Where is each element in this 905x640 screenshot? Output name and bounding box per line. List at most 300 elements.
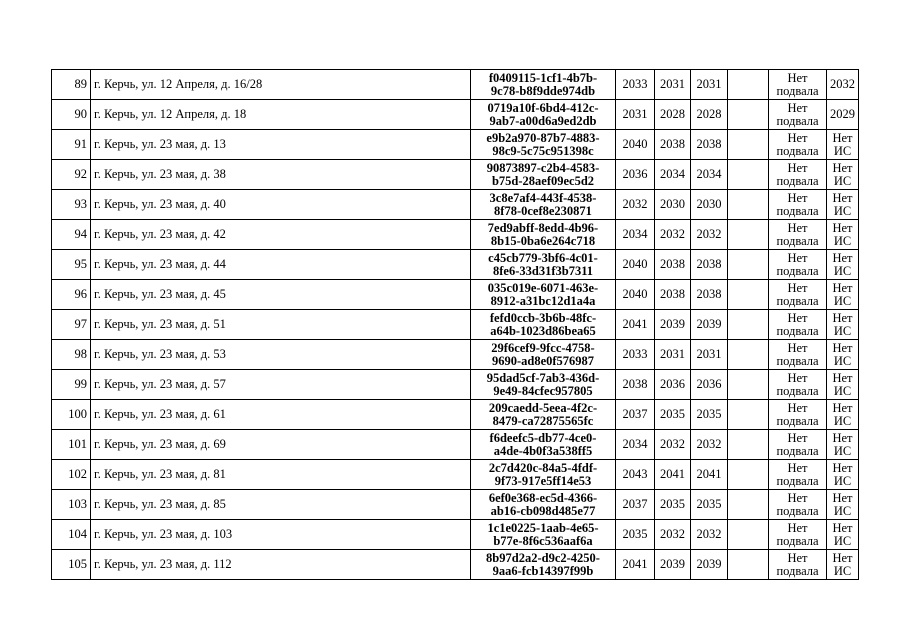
basement-note-cell-text: подвала: [776, 113, 819, 128]
last-column-cell: [827, 280, 859, 310]
object-id-cell-text: 8912-a31bc12d1a4a: [490, 293, 596, 308]
address-cell: [91, 70, 471, 100]
empty-cell: [728, 220, 769, 250]
year-2-cell: [655, 370, 691, 400]
object-id-cell: [471, 280, 616, 310]
year-2-cell-text: 2035: [660, 407, 685, 421]
object-id-cell-text: f0409115-1cf1-4b7b-: [488, 70, 598, 85]
last-column-cell-text: ИС: [833, 413, 852, 428]
row-number-cell-text: 93: [74, 197, 87, 211]
year-3-cell: [691, 310, 728, 340]
last-column-cell-text: Нет: [832, 280, 853, 295]
last-column-cell-text: ИС: [833, 443, 852, 458]
object-id-cell-text: 9e49-84cfec957805: [493, 383, 593, 398]
year-1-cell-text: 2038: [622, 377, 648, 391]
last-column-cell-text: Нет: [832, 400, 853, 415]
table-row: [52, 400, 859, 430]
object-id-cell: [471, 340, 616, 370]
basement-note-cell: [769, 370, 827, 400]
basement-note-cell-text: Нет: [787, 70, 808, 85]
address-cell: [91, 130, 471, 160]
row-number-cell: [52, 220, 91, 250]
row-number-cell-text: 92: [74, 167, 87, 181]
basement-note-cell-text: подвала: [776, 203, 819, 218]
row-number-cell-text: 104: [68, 527, 87, 541]
address-cell-text: г. Керчь, ул. 23 мая, д. 112: [94, 557, 232, 571]
year-1-cell: [616, 550, 655, 580]
year-3-cell: [691, 280, 728, 310]
empty-cell: [728, 160, 769, 190]
basement-note-cell-text: подвала: [776, 143, 819, 158]
address-cell: [91, 100, 471, 130]
year-1-cell: [616, 130, 655, 160]
year-3-cell-text: 2038: [696, 137, 722, 151]
address-cell: [91, 520, 471, 550]
address-cell: [91, 160, 471, 190]
basement-note-cell-text: подвала: [776, 353, 819, 368]
basement-note-cell: [769, 160, 827, 190]
year-2-cell: [655, 460, 691, 490]
year-1-cell-text: 2037: [622, 407, 648, 421]
row-number-cell: [52, 430, 91, 460]
year-1-cell-text: 2033: [622, 77, 648, 91]
address-cell: [91, 370, 471, 400]
row-number-cell: [52, 160, 91, 190]
year-2-cell: [655, 310, 691, 340]
object-id-cell: [471, 70, 616, 100]
year-3-cell-text: 2041: [696, 467, 722, 481]
basement-note-cell-text: Нет: [787, 250, 808, 265]
last-column-cell: [827, 460, 859, 490]
year-1-cell: [616, 460, 655, 490]
year-3-cell-text: 2030: [696, 197, 722, 211]
object-id-cell: [471, 430, 616, 460]
object-id-cell-text: a4de-4b0f3a538ff5: [493, 443, 593, 458]
last-column-cell-text: ИС: [833, 293, 852, 308]
empty-cell: [728, 490, 769, 520]
year-1-cell: [616, 190, 655, 220]
year-2-cell: [655, 100, 691, 130]
basement-note-cell: [769, 520, 827, 550]
year-2-cell: [655, 190, 691, 220]
basement-note-cell-text: Нет: [787, 400, 808, 415]
basement-note-cell: [769, 190, 827, 220]
object-id-cell: [471, 400, 616, 430]
object-id-cell-text: 035c019e-6071-463e-: [487, 280, 599, 295]
basement-note-cell-text: Нет: [787, 340, 808, 355]
last-column-cell-text: Нет: [832, 130, 853, 145]
table-row: [52, 130, 859, 160]
empty-cell: [728, 520, 769, 550]
address-cell: [91, 430, 471, 460]
row-number-cell-text: 101: [68, 437, 87, 451]
last-column-cell-text: ИС: [833, 143, 852, 158]
year-3-cell: [691, 160, 728, 190]
year-3-cell-text: 2031: [696, 347, 722, 361]
basement-note-cell: [769, 550, 827, 580]
year-1-cell-text: 2041: [622, 317, 648, 331]
year-1-cell-text: 2040: [622, 257, 648, 271]
year-3-cell-text: 2038: [696, 287, 722, 301]
basement-note-cell-text: Нет: [787, 190, 808, 205]
year-2-cell: [655, 280, 691, 310]
year-2-cell-text: 2032: [660, 227, 685, 241]
basement-note-cell-text: подвала: [776, 413, 819, 428]
last-column-cell: [827, 160, 859, 190]
object-id-cell: [471, 550, 616, 580]
basement-note-cell-text: подвала: [776, 83, 819, 98]
object-id-cell-text: 8fe6-33d31f3b7311: [493, 263, 593, 278]
year-1-cell-text: 2031: [622, 107, 648, 121]
object-id-cell-text: c45cb779-3bf6-4c01-: [488, 250, 598, 265]
object-id-cell-text: 8479-ca72875565fc: [492, 413, 594, 428]
address-cell-text: г. Керчь, ул. 23 мая, д. 57: [94, 377, 226, 391]
object-id-cell-text: 9f73-917e5ff14e53: [494, 473, 592, 488]
year-2-cell: [655, 490, 691, 520]
year-2-cell-text: 2032: [660, 437, 685, 451]
row-number-cell-text: 103: [68, 497, 87, 511]
year-2-cell: [655, 220, 691, 250]
object-id-cell-text: 9ab7-a00d6a9ed2db: [489, 113, 597, 128]
year-1-cell: [616, 400, 655, 430]
year-2-cell: [655, 430, 691, 460]
row-number-cell-text: 96: [74, 287, 87, 301]
row-number-cell: [52, 100, 91, 130]
empty-cell: [728, 400, 769, 430]
year-3-cell-text: 2039: [696, 557, 722, 571]
last-column-cell: [827, 370, 859, 400]
basement-note-cell: [769, 70, 827, 100]
row-number-cell-text: 105: [68, 557, 87, 571]
year-3-cell-text: 2036: [696, 377, 722, 391]
basement-note-cell-text: Нет: [787, 310, 808, 325]
row-number-cell: [52, 70, 91, 100]
table-row: [52, 160, 859, 190]
table-row: [52, 460, 859, 490]
last-column-cell-text: Нет: [832, 160, 853, 175]
year-1-cell-text: 2034: [622, 227, 648, 241]
year-2-cell-text: 2038: [660, 137, 685, 151]
table-row: [52, 340, 859, 370]
row-number-cell-text: 99: [74, 377, 87, 391]
year-1-cell-text: 2034: [622, 437, 648, 451]
address-cell-text: г. Керчь, ул. 23 мая, д. 53: [94, 347, 226, 361]
year-2-cell-text: 2039: [660, 557, 685, 571]
object-id-cell-text: 90873897-c2b4-4583-: [486, 160, 600, 175]
last-column-cell-text: ИС: [833, 353, 852, 368]
object-id-cell-text: 1c1e0225-1aab-4e65-: [487, 520, 599, 535]
year-3-cell: [691, 490, 728, 520]
year-2-cell-text: 2031: [660, 347, 685, 361]
year-1-cell: [616, 310, 655, 340]
year-1-cell-text: 2043: [622, 467, 648, 481]
year-2-cell-text: 2038: [660, 257, 685, 271]
basement-note-cell-text: Нет: [787, 100, 808, 115]
empty-cell: [728, 100, 769, 130]
last-column-cell: [827, 190, 859, 220]
object-id-cell: [471, 520, 616, 550]
address-cell-text: г. Керчь, ул. 23 мая, д. 42: [94, 227, 226, 241]
year-3-cell-text: 2032: [696, 527, 722, 541]
year-1-cell: [616, 70, 655, 100]
empty-cell: [728, 430, 769, 460]
row-number-cell: [52, 130, 91, 160]
year-2-cell-text: 2030: [660, 197, 685, 211]
object-id-cell-text: b75d-28aef09ec5d2: [491, 173, 595, 188]
basement-note-cell-text: Нет: [787, 220, 808, 235]
year-3-cell: [691, 340, 728, 370]
address-cell-text: г. Керчь, ул. 23 мая, д. 85: [94, 497, 226, 511]
basement-note-cell-text: подвала: [776, 503, 819, 518]
row-number-cell-text: 95: [74, 257, 87, 271]
last-column-cell-text: ИС: [833, 383, 852, 398]
last-column-cell-text: Нет: [832, 430, 853, 445]
basement-note-cell-text: Нет: [787, 460, 808, 475]
year-3-cell: [691, 520, 728, 550]
basement-note-cell-text: Нет: [787, 550, 808, 565]
basement-note-cell: [769, 100, 827, 130]
basement-note-cell-text: Нет: [787, 430, 808, 445]
row-number-cell: [52, 400, 91, 430]
row-number-cell-text: 91: [74, 137, 87, 151]
year-3-cell: [691, 100, 728, 130]
year-2-cell-text: 2041: [660, 467, 685, 481]
last-column-cell-text: Нет: [832, 340, 853, 355]
year-1-cell: [616, 160, 655, 190]
table-row: [52, 370, 859, 400]
address-cell-text: г. Керчь, ул. 23 мая, д. 38: [94, 167, 226, 181]
basement-note-cell: [769, 130, 827, 160]
object-id-cell-text: 9c78-b8f9dde974db: [490, 83, 596, 98]
last-column-cell-text: Нет: [832, 520, 853, 535]
object-id-cell: [471, 250, 616, 280]
year-2-cell: [655, 70, 691, 100]
basement-note-cell: [769, 490, 827, 520]
object-id-cell: [471, 490, 616, 520]
empty-cell: [728, 280, 769, 310]
year-1-cell-text: 2040: [622, 287, 648, 301]
address-cell-text: г. Керчь, ул. 23 мая, д. 51: [94, 317, 226, 331]
row-number-cell-text: 90: [74, 107, 87, 121]
last-column-cell-text: Нет: [832, 250, 853, 265]
object-id-cell-text: 8b15-0ba6e264c718: [490, 233, 596, 248]
year-1-cell-text: 2035: [622, 527, 648, 541]
last-column-cell: [827, 520, 859, 550]
year-3-cell-text: 2035: [696, 497, 722, 511]
basement-note-cell-text: подвала: [776, 233, 819, 248]
year-2-cell: [655, 250, 691, 280]
year-3-cell: [691, 70, 728, 100]
object-id-cell: [471, 310, 616, 340]
empty-cell: [728, 340, 769, 370]
year-2-cell: [655, 400, 691, 430]
object-id-cell-text: 95dad5cf-7ab3-436d-: [486, 370, 600, 385]
row-number-cell: [52, 340, 91, 370]
empty-cell: [728, 550, 769, 580]
basement-note-cell-text: подвала: [776, 293, 819, 308]
year-2-cell: [655, 340, 691, 370]
last-column-cell-text: Нет: [832, 370, 853, 385]
object-id-cell-text: 29f6cef9-9fcc-4758-: [491, 340, 595, 355]
basement-note-cell-text: Нет: [787, 160, 808, 175]
object-id-cell-text: f6deefc5-db77-4ce0-: [489, 430, 597, 445]
year-2-cell: [655, 130, 691, 160]
table-body: [52, 70, 859, 580]
object-id-cell: [471, 160, 616, 190]
row-number-cell: [52, 280, 91, 310]
row-number-cell: [52, 310, 91, 340]
address-cell-text: г. Керчь, ул. 12 Апреля, д. 16/28: [94, 77, 263, 91]
address-cell-text: г. Керчь, ул. 23 мая, д. 103: [94, 527, 233, 541]
address-cell: [91, 400, 471, 430]
table-row: [52, 220, 859, 250]
year-3-cell-text: 2031: [696, 77, 722, 91]
year-1-cell: [616, 100, 655, 130]
year-1-cell: [616, 340, 655, 370]
last-column-cell-text: 2029: [830, 107, 855, 121]
empty-cell: [728, 250, 769, 280]
basement-note-cell-text: Нет: [787, 130, 808, 145]
basement-note-cell: [769, 310, 827, 340]
empty-cell: [728, 130, 769, 160]
last-column-cell-text: ИС: [833, 563, 852, 578]
table-row: [52, 430, 859, 460]
last-column-cell-text: Нет: [832, 550, 853, 565]
empty-cell: [728, 310, 769, 340]
year-2-cell-text: 2038: [660, 287, 685, 301]
table-row: [52, 310, 859, 340]
address-cell-text: г. Керчь, ул. 23 мая, д. 40: [94, 197, 226, 211]
object-id-cell-text: 98c9-5c75c951398c: [492, 143, 594, 158]
address-cell: [91, 460, 471, 490]
basement-note-cell-text: Нет: [787, 280, 808, 295]
basement-note-cell: [769, 220, 827, 250]
table-row: [52, 280, 859, 310]
year-3-cell: [691, 550, 728, 580]
year-3-cell-text: 2032: [696, 227, 722, 241]
basement-note-cell: [769, 460, 827, 490]
address-cell-text: г. Керчь, ул. 23 мая, д. 44: [94, 257, 226, 271]
address-cell: [91, 190, 471, 220]
year-1-cell-text: 2040: [622, 137, 648, 151]
table-row: [52, 520, 859, 550]
last-column-cell: [827, 340, 859, 370]
basement-note-cell: [769, 250, 827, 280]
last-column-cell: [827, 100, 859, 130]
year-3-cell-text: 2032: [696, 437, 722, 451]
last-column-cell: [827, 550, 859, 580]
object-id-cell: [471, 370, 616, 400]
housing-register-table: [51, 69, 859, 580]
object-id-cell-text: 9690-ad8e0f576987: [491, 353, 595, 368]
object-id-cell-text: 209caedd-5eea-4f2c-: [488, 400, 598, 415]
empty-cell: [728, 370, 769, 400]
year-1-cell-text: 2036: [622, 167, 648, 181]
address-cell: [91, 220, 471, 250]
basement-note-cell-text: подвала: [776, 443, 819, 458]
year-3-cell-text: 2034: [696, 167, 722, 181]
last-column-cell-text: ИС: [833, 173, 852, 188]
empty-cell: [728, 190, 769, 220]
object-id-cell-text: 9aa6-fcb14397f99b: [492, 563, 594, 578]
year-3-cell: [691, 250, 728, 280]
year-3-cell-text: 2039: [696, 317, 722, 331]
empty-cell: [728, 460, 769, 490]
year-3-cell-text: 2028: [696, 107, 722, 121]
last-column-cell-text: ИС: [833, 233, 852, 248]
row-number-cell-text: 97: [74, 317, 87, 331]
year-3-cell: [691, 190, 728, 220]
table-row: [52, 70, 859, 100]
basement-note-cell-text: подвала: [776, 473, 819, 488]
year-3-cell: [691, 460, 728, 490]
last-column-cell-text: Нет: [832, 310, 853, 325]
year-3-cell: [691, 220, 728, 250]
year-1-cell-text: 2033: [622, 347, 648, 361]
last-column-cell-text: Нет: [832, 460, 853, 475]
row-number-cell: [52, 490, 91, 520]
table-row: [52, 490, 859, 520]
address-cell-text: г. Керчь, ул. 23 мая, д. 45: [94, 287, 226, 301]
last-column-cell-text: ИС: [833, 263, 852, 278]
last-column-cell: [827, 400, 859, 430]
year-1-cell-text: 2032: [622, 197, 648, 211]
address-cell: [91, 280, 471, 310]
last-column-cell: [827, 310, 859, 340]
year-2-cell: [655, 160, 691, 190]
last-column-cell-text: ИС: [833, 473, 852, 488]
year-1-cell: [616, 490, 655, 520]
object-id-cell-text: e9b2a970-87b7-4883-: [486, 130, 600, 145]
year-2-cell-text: 2035: [660, 497, 685, 511]
object-id-cell-text: fefd0ccb-3b6b-48fc-: [489, 310, 597, 325]
row-number-cell: [52, 460, 91, 490]
year-3-cell: [691, 130, 728, 160]
last-column-cell: [827, 430, 859, 460]
table-row: [52, 100, 859, 130]
basement-note-cell-text: подвала: [776, 173, 819, 188]
year-2-cell: [655, 520, 691, 550]
year-3-cell: [691, 430, 728, 460]
last-column-cell-text: Нет: [832, 190, 853, 205]
year-3-cell-text: 2038: [696, 257, 722, 271]
last-column-cell: [827, 250, 859, 280]
table-row: [52, 190, 859, 220]
address-cell-text: г. Керчь, ул. 23 мая, д. 69: [94, 437, 226, 451]
address-cell-text: г. Керчь, ул. 12 Апреля, д. 18: [94, 107, 247, 121]
year-3-cell-text: 2035: [696, 407, 722, 421]
row-number-cell-text: 98: [74, 347, 87, 361]
object-id-cell-text: 7ed9abff-8edd-4b96-: [487, 220, 599, 235]
object-id-cell-text: 8f78-0cef8e230871: [494, 203, 592, 218]
row-number-cell: [52, 550, 91, 580]
year-1-cell: [616, 520, 655, 550]
year-1-cell: [616, 370, 655, 400]
row-number-cell-text: 100: [68, 407, 87, 421]
object-id-cell-text: 0719a10f-6bd4-412c-: [487, 100, 599, 115]
basement-note-cell-text: Нет: [787, 370, 808, 385]
basement-note-cell-text: подвала: [776, 563, 819, 578]
last-column-cell-text: ИС: [833, 503, 852, 518]
row-number-cell-text: 102: [68, 467, 87, 481]
address-cell-text: г. Керчь, ул. 23 мая, д. 13: [94, 137, 226, 151]
basement-note-cell-text: подвала: [776, 323, 819, 338]
year-2-cell-text: 2039: [660, 317, 685, 331]
row-number-cell-text: 89: [74, 77, 87, 91]
address-cell-text: г. Керчь, ул. 23 мая, д. 61: [94, 407, 226, 421]
object-id-cell: [471, 190, 616, 220]
last-column-cell-text: Нет: [832, 490, 853, 505]
